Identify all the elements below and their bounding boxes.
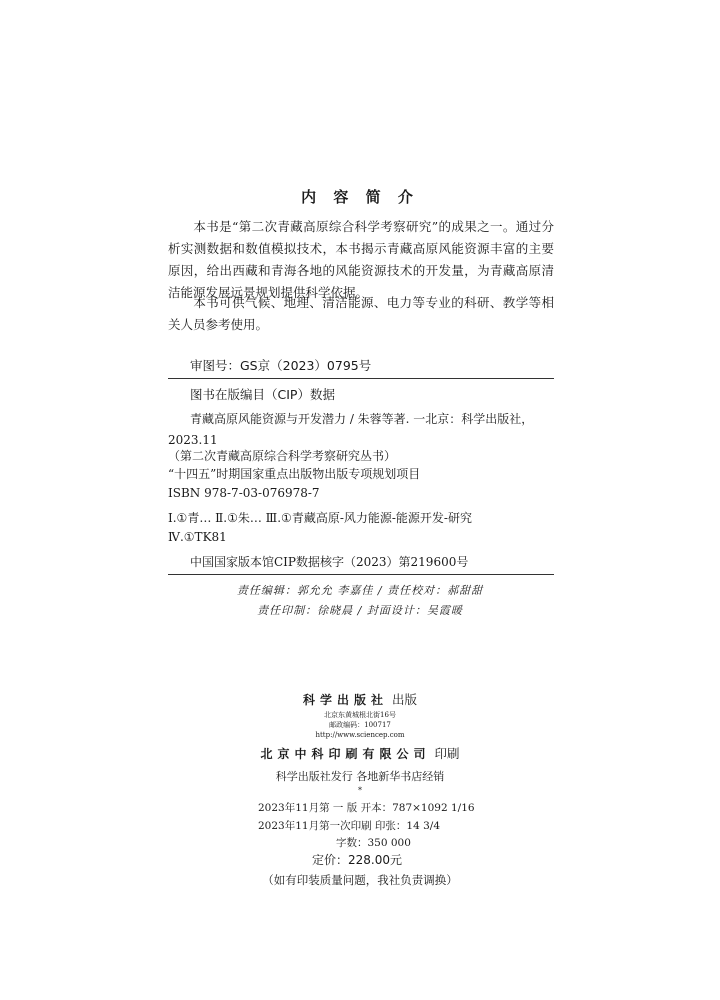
publisher-postcode: 邮政编码：100717	[329, 721, 391, 729]
cip-line-1: 青藏高原风能资源与开发潜力 / 朱蓉等著. 一北京：科学出版社，	[190, 412, 534, 426]
printing-info: 2023年11月第一次印刷 印张：14 3/4	[258, 820, 441, 832]
publisher-name: 科学出版社	[302, 693, 388, 707]
cip-line-6: Ⅰ.①青… Ⅱ.①朱… Ⅲ.①青藏高原-风力能源-能源开发-研究	[168, 511, 472, 525]
edition-info: 2023年11月第 一 版 开本：787×1092 1/16	[258, 802, 475, 814]
price: 定价：228.00元	[312, 853, 402, 867]
production-credits: 责任印制：徐晓晨 / 封面设计：吴霞暖	[257, 604, 463, 617]
map-approval-number: 审图号：GS京（2023）0795号	[190, 358, 372, 373]
publisher-url: http://www.sciencep.com	[315, 731, 405, 739]
cip-bottom-rule	[168, 574, 554, 575]
distribution-line: 科学出版社发行 各地新华书店经销	[275, 770, 445, 783]
cip-line-8: 中国国家版本馆CIP数据核字（2023）第219600号	[190, 555, 469, 569]
cip-line-4: “十四五”时期国家重点出版物出版专项规划项目	[168, 467, 421, 481]
publisher-suffix: 出版	[391, 692, 417, 707]
editor-credits: 责任编辑：郭允允 李嘉佳 / 责任校对：郝甜甜	[236, 584, 484, 597]
cip-line-7: Ⅳ.①TK81	[168, 530, 227, 544]
printer-suffix: 印刷	[434, 746, 460, 761]
printer-name: 北京中科印刷有限公司	[260, 747, 431, 761]
cip-line-5: ISBN 978-7-03-076978-7	[168, 486, 320, 500]
word-count: 字数：350 000	[336, 837, 411, 849]
cip-heading: 图书在版编目（CIP）数据	[190, 387, 335, 402]
intro-paragraph-1: 本书是“第二次青藏高原综合科学考察研究”的成果之一。通过分析实测数据和数值模拟技术，本书揭示青藏高原风能资源丰富的主要原因，给出西藏和青海各地的风能资源技术的开发量，为青藏高原清洁能源发展远景规划提供科学依据。	[168, 219, 554, 300]
intro-paragraph-2: 本书可供气候、地理、清洁能源、电力等专业的科研、教学等相关人员参考使用。	[168, 295, 554, 332]
separator-star: *	[358, 786, 362, 795]
publisher-address: 北京东黄城根北街16号	[324, 711, 396, 719]
cip-line-3: （第二次青藏高原综合科学考察研究丛书）	[168, 449, 397, 463]
quality-notice: （如有印装质量问题，我社负责调换）	[262, 873, 458, 887]
intro-title: 内 容 简 介	[301, 188, 419, 206]
printer-line	[0, 744, 720, 762]
cip-line-2: 2023.11	[168, 433, 218, 447]
cip-top-rule	[168, 378, 554, 379]
publisher-line	[0, 690, 720, 708]
